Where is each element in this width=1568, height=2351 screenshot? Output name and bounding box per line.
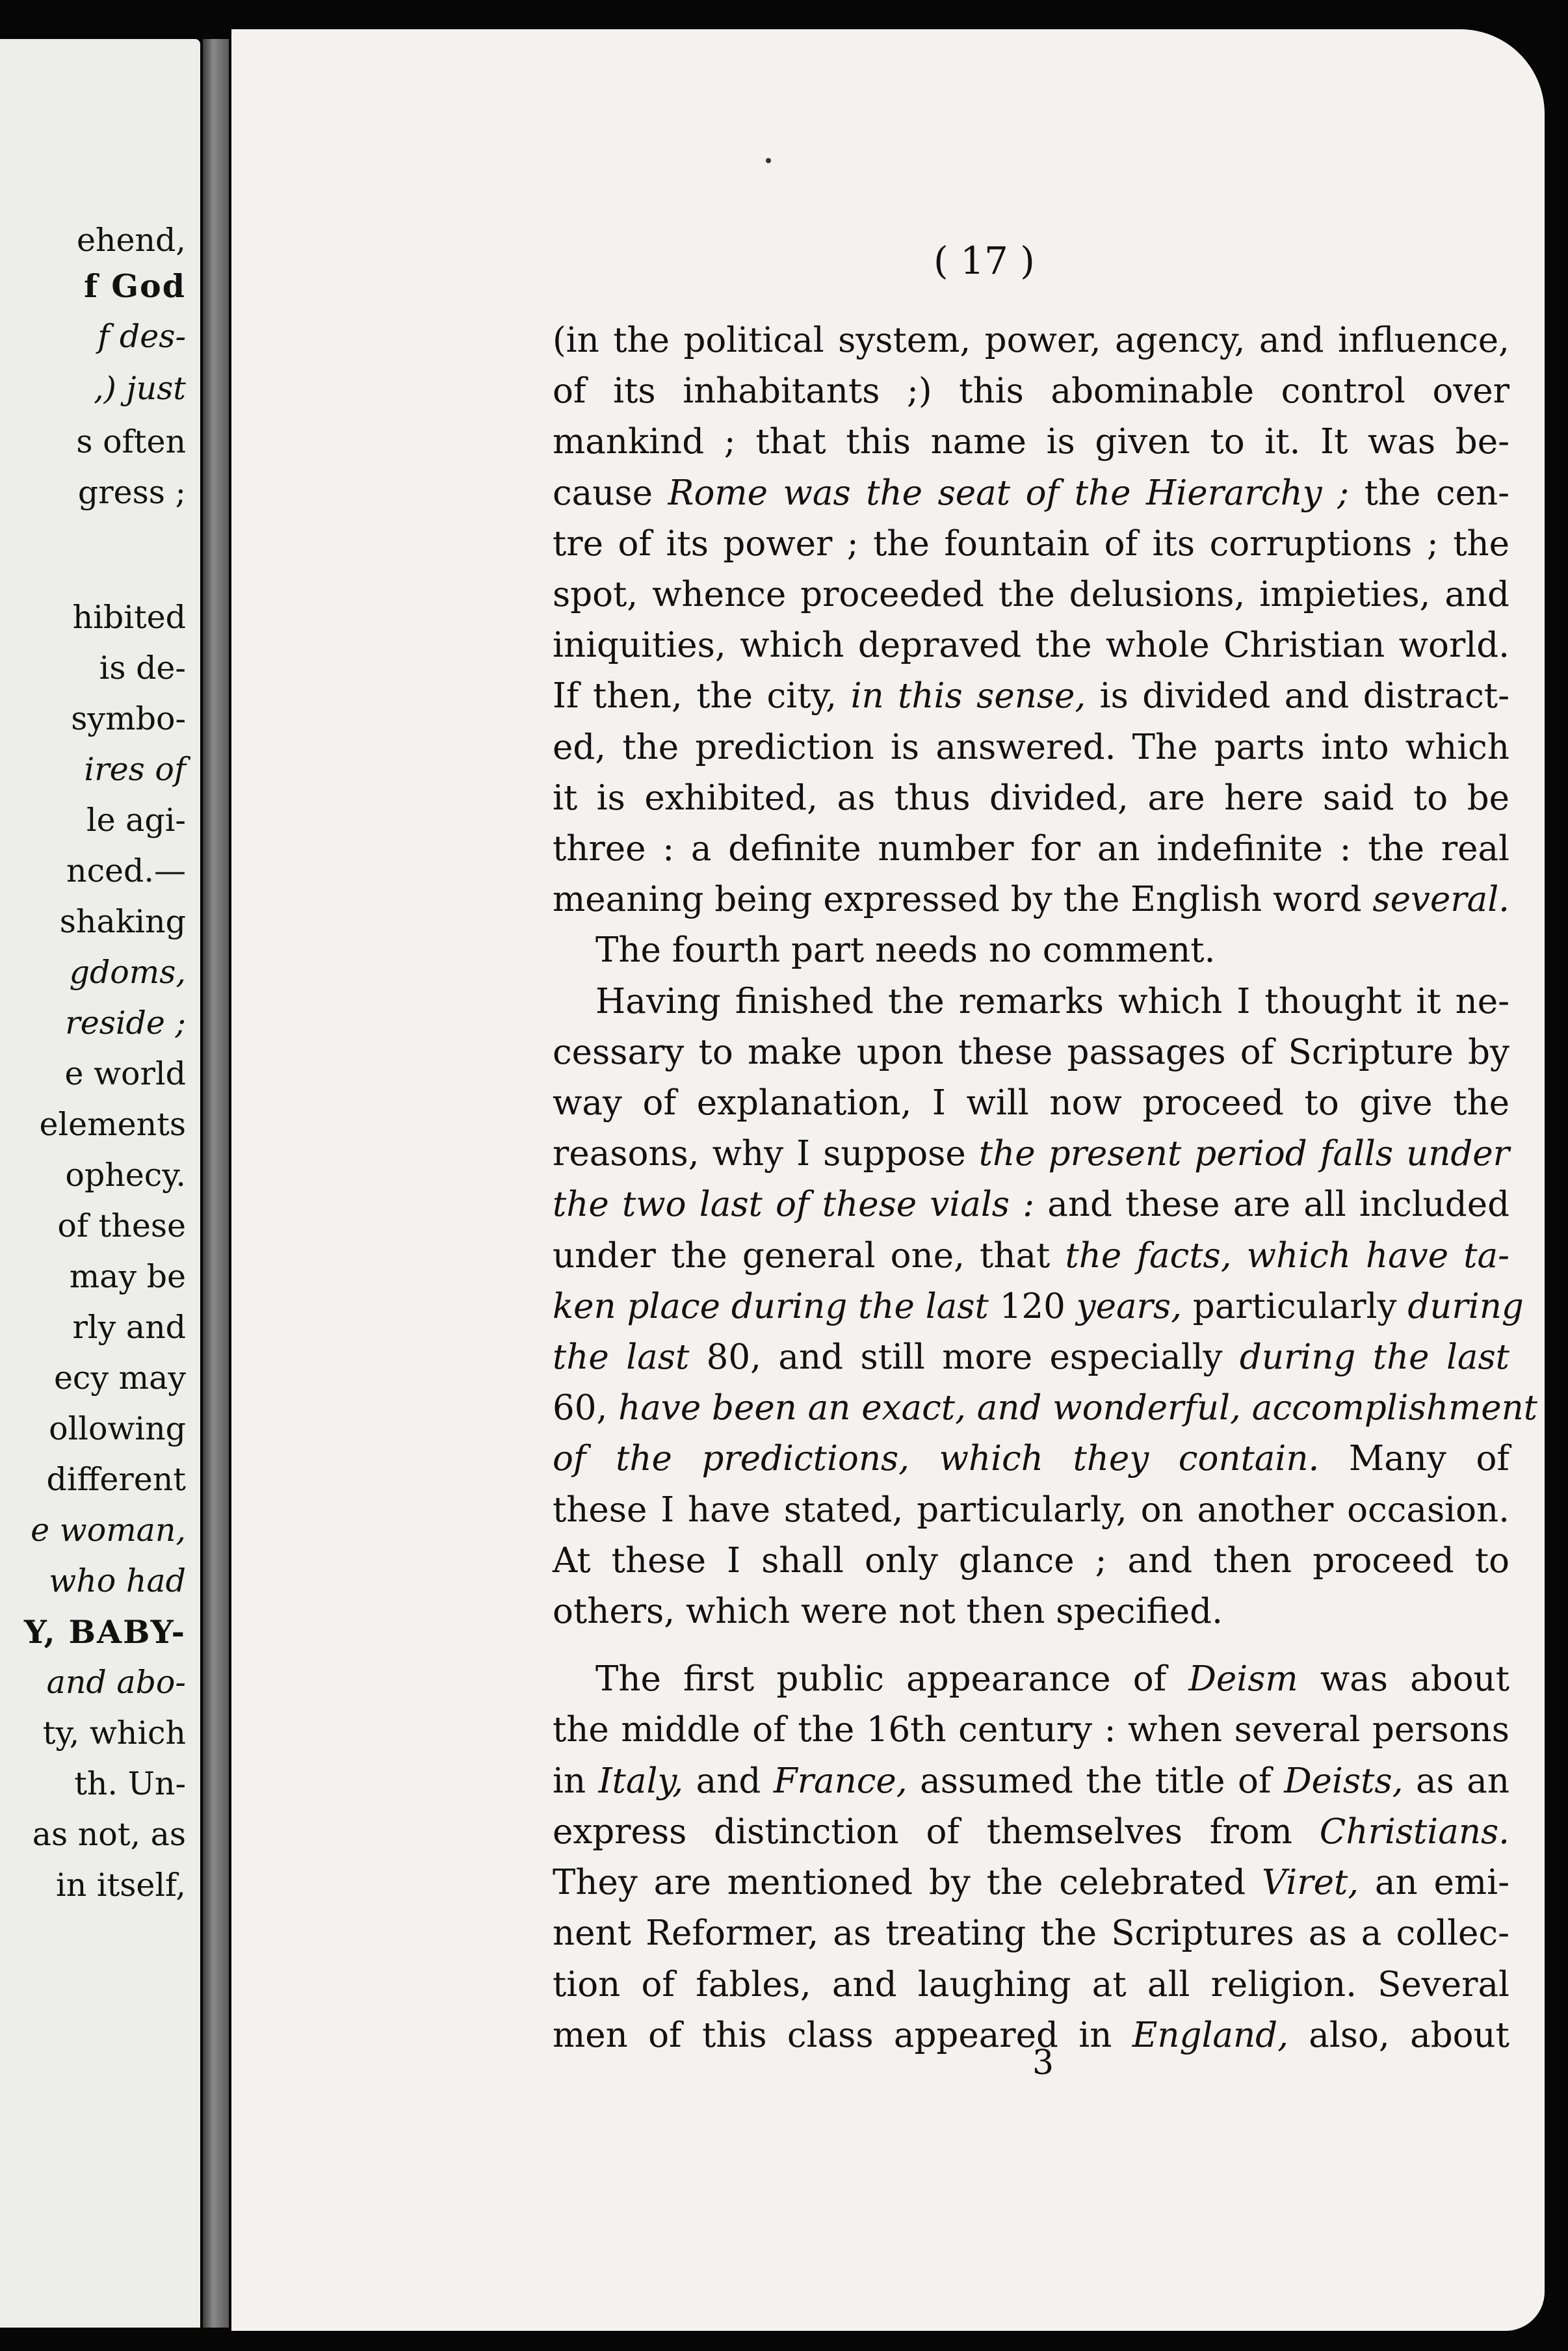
- facing-page-fragment: ires of: [84, 751, 186, 788]
- facing-page-fragment: different: [46, 1461, 186, 1498]
- facing-page-fragment: hibited: [72, 599, 186, 636]
- facing-page-fragment: f des-: [98, 318, 186, 355]
- book-gutter: [203, 39, 229, 2328]
- text-line: men of this class appeared in England, also, about: [553, 2015, 1509, 2055]
- facing-page-fragment: ,) just: [94, 370, 186, 407]
- facing-page-fragment: ecy may: [53, 1359, 186, 1397]
- text-line: nent Reformer, as treating the Scriptures as a collec-: [553, 1913, 1509, 1954]
- text-line: At these I shall only glance ; and then proceed to: [553, 1540, 1509, 1581]
- text-line: ed, the prediction is answered. The parts into which: [553, 727, 1509, 767]
- text-line: express distinction of themselves from Christians.: [553, 1811, 1509, 1852]
- facing-page-fragment: gdoms,: [69, 954, 186, 991]
- text-line: tre of its power ; the fountain of its corruptions ; the: [553, 523, 1509, 564]
- facing-page-fragment: ollowing: [49, 1410, 186, 1447]
- facing-page-fragment: f God: [84, 267, 186, 305]
- facing-page-fragment: e woman,: [31, 1512, 186, 1549]
- text-line: The fourth part needs no comment.: [595, 930, 1216, 971]
- facing-page-fragment: th. Un-: [74, 1765, 186, 1802]
- facing-page-fragment: may be: [69, 1258, 186, 1295]
- text-line: tion of fables, and laughing at all religion. Several: [553, 1964, 1509, 2004]
- text-line: iniquities, which depraved the whole Christian world.: [553, 625, 1509, 666]
- text-line: of its inhabitants ;) this abominable control over: [553, 371, 1509, 412]
- facing-page-fragment: who had: [49, 1562, 186, 1599]
- text-line: cause Rome was the seat of the Hierarchy ; the cen-: [553, 473, 1510, 513]
- text-line: Having finished the remarks which I thought it ne-: [595, 981, 1509, 1021]
- facing-page-edge: [0, 39, 200, 2328]
- text-line: of the predictions, which they contain. Many of: [553, 1439, 1509, 1479]
- text-line: ken place during the last 120 years, particularly during: [553, 1286, 1524, 1326]
- signature-mark: 3: [1032, 2043, 1054, 2082]
- text-line: under the general one, that the facts, which have ta-: [553, 1235, 1509, 1276]
- text-line: reasons, why I suppose the present period falls under: [553, 1134, 1510, 1174]
- facing-page-fragment: elements: [39, 1106, 186, 1143]
- facing-page-fragment: ophecy.: [65, 1157, 186, 1194]
- text-line: If then, the city, in this sense, is divided and distract-: [553, 676, 1509, 716]
- facing-page-fragment: shaking: [59, 903, 186, 940]
- book-page: [231, 29, 1545, 2331]
- facing-page-fragment: rly and: [72, 1309, 186, 1346]
- page-number: ( 17 ): [934, 239, 1035, 283]
- facing-page-fragment: and abo-: [46, 1664, 186, 1701]
- text-line: the two last of these vials : and these are all included: [553, 1185, 1509, 1225]
- text-line: 60, have been an exact, and wonderful, accomplishment: [553, 1388, 1538, 1428]
- facing-page-fragment: gress ;: [77, 474, 186, 511]
- text-line: the middle of the 16th century : when several persons: [553, 1710, 1509, 1750]
- facing-page-fragment: e world: [64, 1055, 186, 1092]
- facing-page-fragment: le agi-: [86, 802, 186, 839]
- text-line: (in the political system, power, agency, and influence,: [553, 321, 1509, 360]
- ink-speck: [766, 158, 771, 163]
- text-line: in Italy, and France, assumed the title of Deists, as an: [553, 1761, 1509, 1801]
- text-line: They are mentioned by the celebrated Viret, an emi-: [553, 1863, 1509, 1903]
- facing-page-fragment: s often: [76, 423, 186, 460]
- text-line: way of explanation, I will now proceed to give the: [553, 1083, 1509, 1123]
- text-line: The first public appearance of Deism was about: [595, 1659, 1509, 1700]
- facing-page-fragment: symbo-: [71, 700, 186, 737]
- text-line: spot, whence proceeded the delusions, impieties, and: [553, 575, 1509, 615]
- facing-page-fragment: of these: [57, 1207, 186, 1244]
- facing-page-fragment: ehend,: [76, 222, 186, 259]
- facing-page-fragment: ty, which: [42, 1714, 186, 1752]
- text-line: it is exhibited, as thus divided, are here said to be: [553, 778, 1509, 818]
- text-line: these I have stated, particularly, on another occasion.: [553, 1490, 1509, 1530]
- facing-page-fragment: nced.—: [66, 852, 186, 889]
- facing-page-fragment: reside ;: [65, 1005, 186, 1042]
- facing-page-fragment: in itself,: [56, 1867, 186, 1904]
- text-line: the last 80, and still more especially during the last: [553, 1337, 1509, 1378]
- text-line: three : a definite number for an indefinite : the real: [553, 829, 1509, 869]
- facing-page-fragment: as not, as: [32, 1816, 186, 1853]
- text-line: meaning being expressed by the English word several.: [553, 880, 1509, 920]
- text-line: others, which were not then specified.: [553, 1592, 1223, 1632]
- text-line: cessary to make upon these passages of Scripture by: [553, 1032, 1509, 1072]
- facing-page-fragment: is de-: [99, 650, 186, 687]
- text-line: mankind ; that this name is given to it. It was be-: [553, 422, 1509, 462]
- facing-page-fragment: Y, BABY-: [23, 1613, 186, 1651]
- body-text: [553, 315, 1538, 2061]
